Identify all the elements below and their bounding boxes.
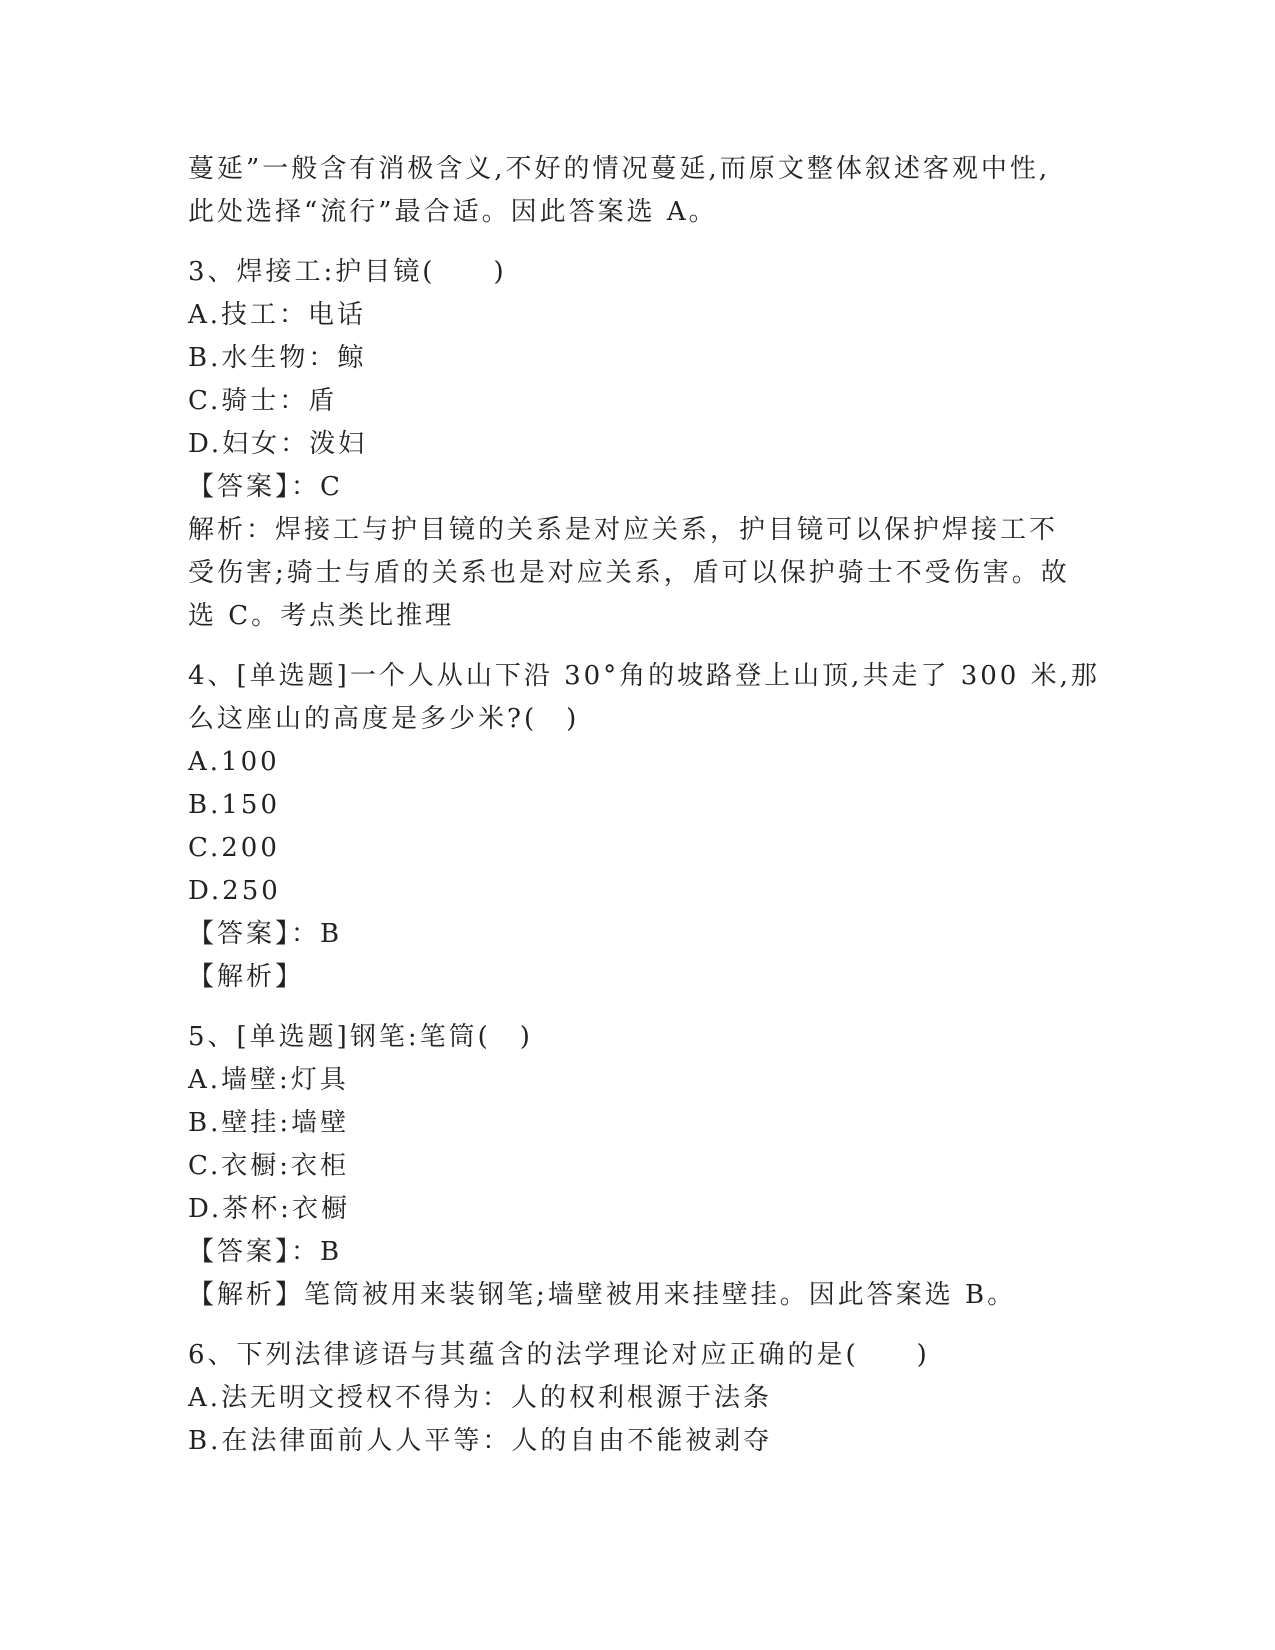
option-b: B.壁挂:墙壁 (188, 1108, 350, 1138)
answer-line: 【答案】：C (188, 472, 343, 502)
option-c: C.200 (188, 833, 280, 863)
option-c: C.衣橱:衣柜 (188, 1151, 349, 1181)
option-d: D.茶杯:衣橱 (188, 1194, 350, 1224)
question-5 (188, 1016, 1088, 1317)
question-stem: 3、焊接工:护目镜( ) (188, 257, 507, 287)
question-stem: 么这座山的高度是多少米?( ) (188, 704, 580, 734)
explanation-line: 受伤害;骑士与盾的关系也是对应关系，盾可以保护骑士不受伤害。故 (188, 558, 1070, 588)
answer-line: 【答案】：B (188, 1237, 343, 1267)
question-4 (188, 655, 1100, 999)
option-a: A.技工：电话 (188, 300, 367, 330)
page-content (188, 148, 1100, 1463)
question-stem: 5、[单选题]钢笔:笔筒( ) (188, 1022, 533, 1052)
question-3 (188, 251, 1088, 638)
question-6 (188, 1334, 1088, 1463)
question-stem: 6、下列法律谚语与其蕴含的法学理论对应正确的是( ) (188, 1340, 930, 1370)
option-b: B.150 (188, 790, 280, 820)
option-b: B.在法律面前人人平等：人的自由不能被剥夺 (188, 1426, 773, 1456)
option-a: A.100 (188, 747, 280, 777)
answer-line: 【答案】：B (188, 919, 343, 949)
option-d: D.250 (188, 876, 281, 906)
explanation-line: 解析：焊接工与护目镜的关系是对应关系，护目镜可以保护焊接工不 (188, 515, 1059, 545)
option-c: C.骑士：盾 (188, 386, 338, 416)
option-d: D.妇女：泼妇 (188, 429, 368, 459)
option-b: B.水生物：鲸 (188, 343, 367, 373)
explanation-line: 【解析】 (188, 962, 305, 992)
text-line: 此处选择“流行”最合适。因此答案选 A。 (188, 197, 718, 227)
previous-explanation-continuation (188, 148, 1088, 234)
option-a: A.法无明文授权不得为：人的权利根源于法条 (188, 1383, 773, 1413)
option-a: A.墙壁:灯具 (188, 1065, 349, 1095)
explanation-line: 【解析】笔筒被用来装钢笔;墙壁被用来挂壁挂。因此答案选 B。 (188, 1280, 1017, 1310)
explanation-line: 选 C。考点类比推理 (188, 601, 455, 631)
text-line: 蔓延”一般含有消极含义,不好的情况蔓延,而原文整体叙述客观中性, (188, 154, 1051, 184)
question-stem: 4、[单选题]一个人从山下沿 30°角的坡路登上山顶,共走了 300 米,那 (188, 661, 1100, 691)
